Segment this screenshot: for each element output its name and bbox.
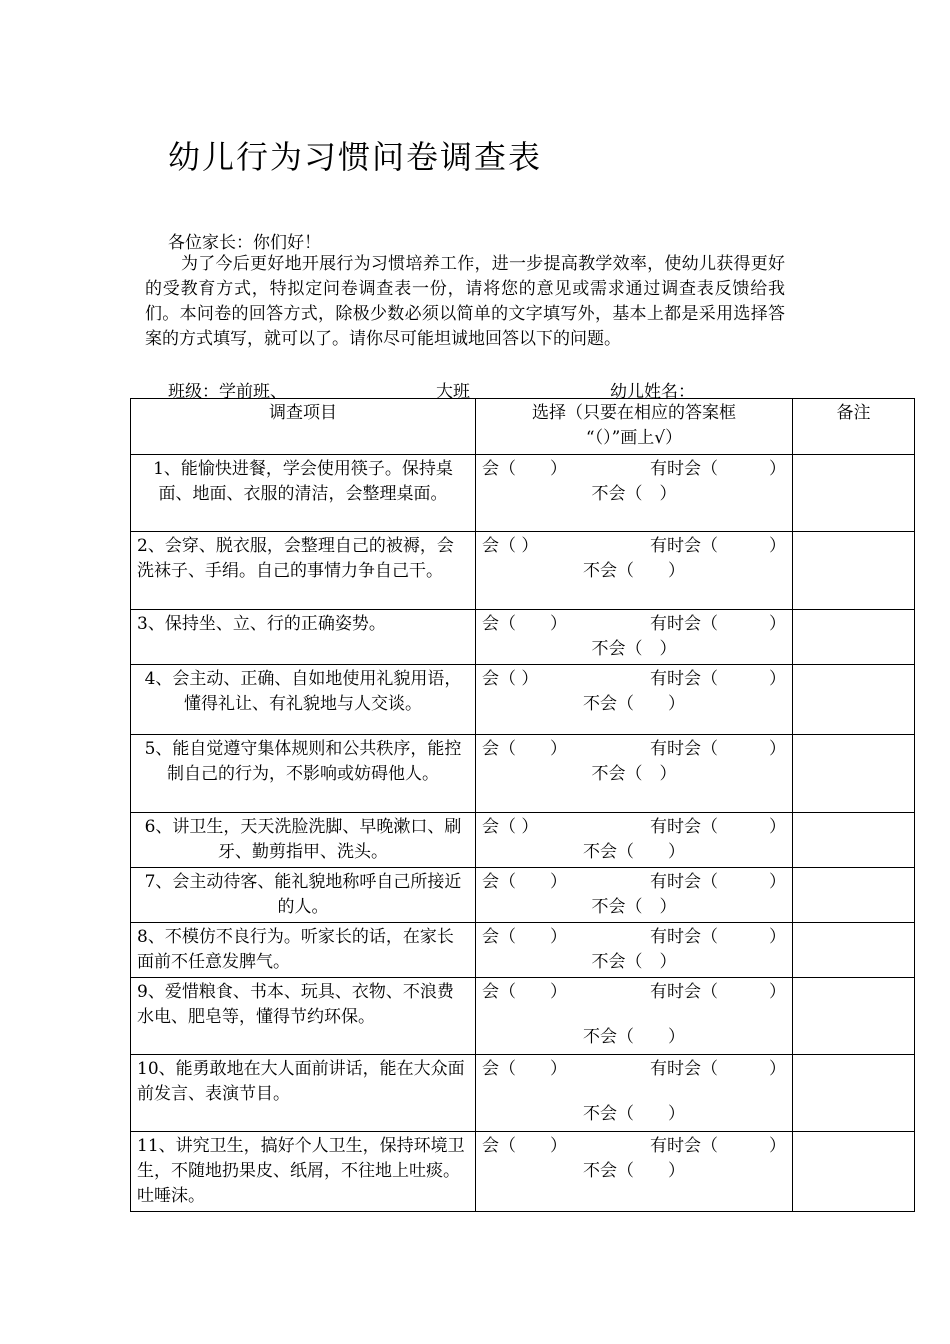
option-no[interactable]: 不会（ ） [591,897,677,917]
option-no[interactable]: 不会（ ） [583,1104,685,1124]
header-item: 调查项目 [131,399,476,455]
option-sometimes[interactable]: 有时会（ ） [650,982,786,1002]
note-cell[interactable] [793,665,915,735]
option-yes[interactable]: 会（ ） [482,982,567,1002]
choice-cell[interactable] [476,923,793,978]
header-choice-line2: “（）”画上√） [585,428,683,448]
choice-cell[interactable] [476,1055,793,1132]
survey-table [130,398,915,1212]
option-no[interactable]: 不会（ ） [583,1161,685,1181]
option-yes[interactable]: 会（ ） [482,1059,567,1079]
table-header-row [131,399,915,455]
option-yes[interactable]: 会（ ） [482,817,539,837]
header-choice-line1: 选择（只要在相应的答案框 [532,403,736,423]
option-yes[interactable]: 会（ ） [482,1136,567,1156]
option-yes[interactable]: 会（ ） [482,536,539,556]
header-choice [476,399,793,455]
item-text: 3、保持坐、立、行的正确姿势。 [131,610,476,665]
page-title: 幼儿行为习惯问卷调查表 [168,138,543,176]
choice-cell[interactable] [476,813,793,868]
table-row [131,978,915,1055]
note-cell[interactable] [793,868,915,923]
table-row [131,1132,915,1212]
option-no[interactable]: 不会（ ） [583,1027,685,1047]
choice-cell[interactable] [476,610,793,665]
table-row [131,455,915,532]
note-cell[interactable] [793,1055,915,1132]
table-row [131,813,915,868]
table-row [131,735,915,813]
table-row [131,1055,915,1132]
option-sometimes[interactable]: 有时会（ ） [650,872,786,892]
note-cell[interactable] [793,978,915,1055]
note-cell[interactable] [793,813,915,868]
grade-label: 大班 [436,382,470,402]
item-text: 5、能自觉遵守集体规则和公共秩序，能控制自己的行为，不影响或妨碍他人。 [131,735,476,813]
option-sometimes[interactable]: 有时会（ ） [650,536,786,556]
note-cell[interactable] [793,1132,915,1212]
option-yes[interactable]: 会（ ） [482,459,567,479]
choice-cell[interactable] [476,978,793,1055]
option-no[interactable]: 不会（ ） [583,694,685,714]
option-yes[interactable]: 会（ ） [482,739,567,759]
option-no[interactable]: 不会（ ） [591,952,677,972]
table-row [131,868,915,923]
option-yes[interactable]: 会（ ） [482,614,567,634]
option-sometimes[interactable]: 有时会（ ） [650,739,786,759]
table-row [131,923,915,978]
option-sometimes[interactable]: 有时会（ ） [650,1136,786,1156]
item-text: 9、爱惜粮食、书本、玩具、衣物、不浪费水电、肥皂等，懂得节约环保。 [131,978,476,1055]
item-text: 8、不模仿不良行为。听家长的话，在家长面前不任意发脾气。 [131,923,476,978]
table-row [131,665,915,735]
table-row [131,532,915,610]
option-sometimes[interactable]: 有时会（ ） [650,817,786,837]
item-text: 2、会穿、脱衣服，会整理自己的被褥，会洗袜子、手绢。自己的事情力争自己干。 [131,532,476,610]
intro-paragraph: 为了今后更好地开展行为习惯培养工作，进一步提高教学效率，使幼儿获得更好的受教育方式，特拟定问卷调查表一份，请将您的意见或需求通过调查表反馈给我们。本问卷的回答方式，除极少数必须以简单的文字填写外，基本上都是采用选择答案的方式填写，就可以了。请你尽可能坦诚地回答以下的问题。 [145,254,785,349]
item-text: 7、会主动待客、能礼貌地称呼自己所接近的人。 [131,868,476,923]
option-yes[interactable]: 会（ ） [482,872,567,892]
option-sometimes[interactable]: 有时会（ ） [650,1059,786,1079]
option-yes[interactable]: 会（ ） [482,927,567,947]
option-no[interactable]: 不会（ ） [591,639,677,659]
choice-cell[interactable] [476,665,793,735]
choice-cell[interactable] [476,532,793,610]
item-text: 10、能勇敢地在大人面前讲话，能在大众面前发言、表演节目。 [131,1055,476,1132]
greeting: 各位家长：你们好！ [168,233,321,253]
choice-cell[interactable] [476,1132,793,1212]
note-cell[interactable] [793,735,915,813]
item-text: 6、讲卫生，天天洗脸洗脚、早晚漱口、刷牙、勤剪指甲、洗头。 [131,813,476,868]
option-sometimes[interactable]: 有时会（ ） [650,614,786,634]
option-no[interactable]: 不会（ ） [583,842,685,862]
table-row [131,610,915,665]
choice-cell[interactable] [476,735,793,813]
note-cell[interactable] [793,532,915,610]
header-note: 备注 [793,399,915,455]
child-name-label: 幼儿姓名： [610,382,695,402]
note-cell[interactable] [793,923,915,978]
choice-cell[interactable] [476,455,793,532]
option-sometimes[interactable]: 有时会（ ） [650,459,786,479]
option-no[interactable]: 不会（ ） [591,484,677,504]
option-sometimes[interactable]: 有时会（ ） [650,927,786,947]
option-sometimes[interactable]: 有时会（ ） [650,669,786,689]
option-no[interactable]: 不会（ ） [591,764,677,784]
note-cell[interactable] [793,455,915,532]
item-text: 1、能愉快进餐，学会使用筷子。保持桌面、地面、衣服的清洁，会整理桌面。 [131,455,476,532]
option-yes[interactable]: 会（ ） [482,669,539,689]
item-text: 11、讲究卫生，搞好个人卫生，保持环境卫生，不随地扔果皮、纸屑，不往地上吐痰。吐唾沫。 [131,1132,476,1212]
class-label: 班级：学前班、 [168,382,287,402]
note-cell[interactable] [793,610,915,665]
option-no[interactable]: 不会（ ） [583,561,685,581]
choice-cell[interactable] [476,868,793,923]
item-text: 4、会主动、正确、自如地使用礼貌用语，懂得礼让、有礼貌地与人交谈。 [131,665,476,735]
